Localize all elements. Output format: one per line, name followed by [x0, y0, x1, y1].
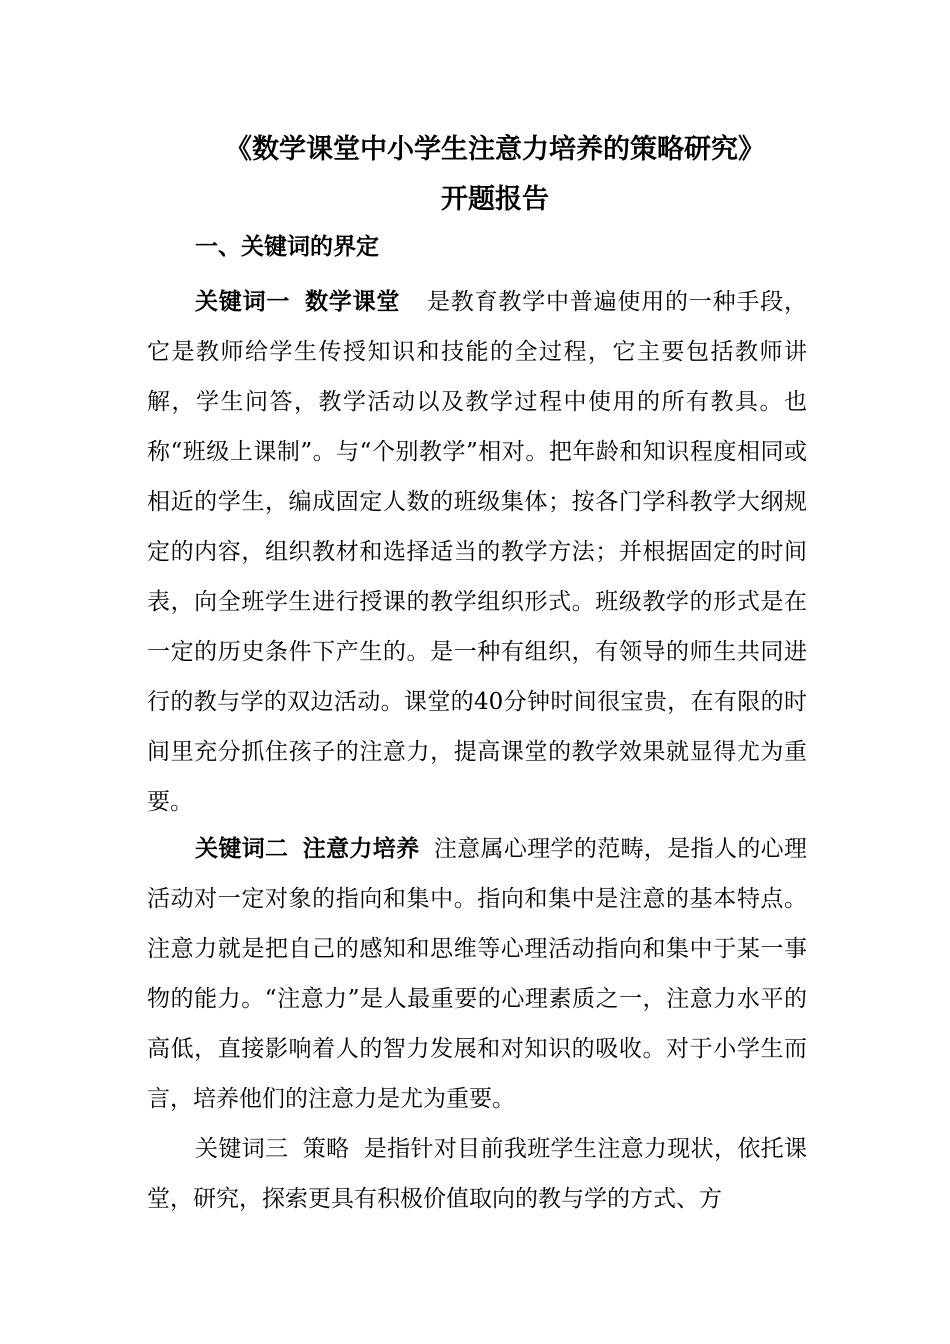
keyword3-term: 策略: [302, 1136, 350, 1162]
document-title: 《数学课堂中小学生注意力培养的策略研究》: [225, 134, 765, 165]
keyword1-label: 关键词一: [195, 289, 291, 315]
keyword3-paragraph: [147, 1124, 807, 1224]
keyword3-label: 关键词三: [195, 1136, 289, 1162]
keyword2-term: 注意力培养: [302, 836, 420, 862]
keyword1-paragraph: [147, 277, 807, 827]
keyword2-label: 关键词二: [195, 836, 289, 862]
keyword2-definition: 注意属心理学的范畴，是指人的心理活动对一定对象的指向和集中。指向和集中是注意的基本特点。注意力就是把自己的感知和思维等心理活动指向和集中于某一事物的能力。“注意力”是人最重要的心理素质之一，注意力水平的高低，直接影响着人的智力发展和对知识的吸收。对于小学生而言，培养他们的注意力是尤为重要。: [147, 836, 808, 1112]
keyword1-definition: 是教育教学中普遍使用的一种手段，它是教师给学生传授知识和技能的全过程，它主要包括教师讲解，学生问答，教学活动以及教学过程中使用的所有教具。也称“班级上课制”。与“个别教学”相对。把年龄和知识程度相同或相近的学生，编成固定人数的班级集体；按各门学科教学大纲规定的内容，组织教材和选择适当的教学方法；并根据固定的时间表，向全班学生进行授课的教学组织形式。班级教学的形式是在一定的历史条件下产生的。是一种有组织，有领导的师生共同进行的教与学的双边活动。课堂的40分钟时间很宝贵，在有限的时间里充分抓住孩子的注意力，提高课堂的教学效果就显得尤为重要。: [147, 289, 808, 815]
keyword3-definition: 是指针对目前我班学生注意力现状，依托课堂，研究，探索更具有积极价值取向的教与学的方式、方: [147, 1136, 808, 1212]
section-heading-keywords: 一、关键词的界定: [195, 234, 379, 260]
keyword2-paragraph: [147, 824, 807, 1124]
keyword1-term: 数学课堂: [304, 289, 401, 315]
document-subtitle: 开题报告: [441, 184, 549, 215]
